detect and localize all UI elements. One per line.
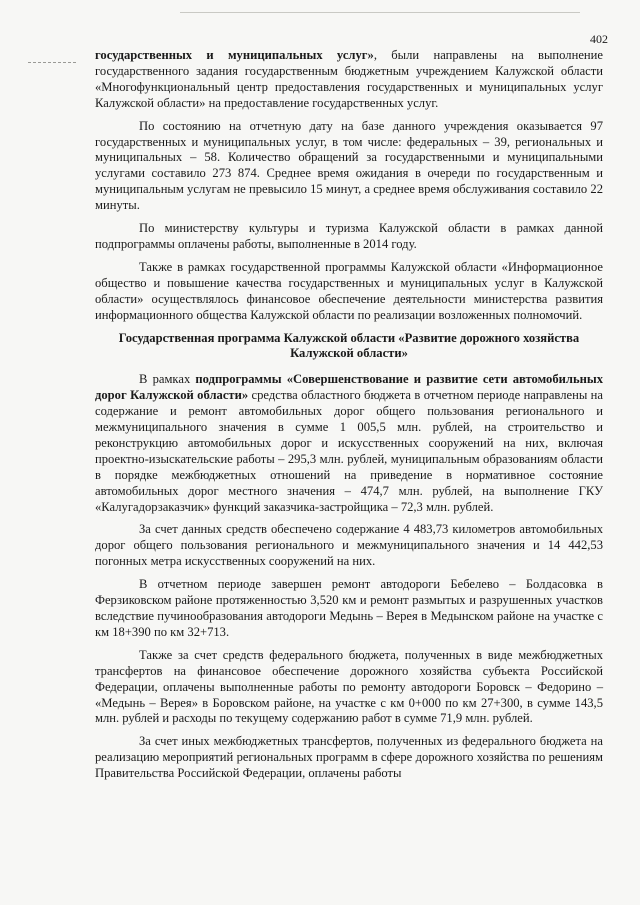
paragraph-7: В отчетном периоде завершен ремонт автодороги Бебелево – Болдасовка в Ферзиковском районе протяженностью 3,520 км и ремонт размытых и разрушенных участков вследствие пучинообразования автодороги Медынь – Верея в Медынском районе на участке с км 18+390 по км 32+713. (95, 577, 603, 639)
scan-margin-mark (28, 62, 76, 64)
paragraph-9: За счет иных межбюджетных трансфертов, полученных из федерального бюджета на реализацию мероприятий региональных программ в сфере дорожного хозяйства по решениям Правительства Российской Федерации, оплачены работы (95, 734, 603, 781)
paragraph-8: Также за счет средств федерального бюджета, полученных в виде межбюджетных трансфертов на финансовое обеспечение дорожного хозяйства субъекта Российской Федерации, оплачены выполненные работы по ремонту автодороги Боровск – Федорино – «Медынь – Верея» в Боровском районе, на участке с км 0+000 по км 27+300, в сумме 143,5 млн. рублей и расходы по текущему содержанию работ в сумме 71,9 млн. рублей. (95, 647, 603, 726)
paragraph-5-start: В рамках (139, 372, 196, 387)
paragraph-3: По министерству культуры и туризма Калужской области в рамках данной подпрограммы оплачены работы, выполненные в 2014 году. (95, 221, 603, 251)
page-number: 402 (590, 32, 608, 46)
paragraph-1-text: , были направлены на выполнение государственного задания государственным бюджетным учреждением Калужской области «Многофункциональный центр предоставления государственных и муниципальных услуг Калужской области» на предоставление государственных услуг. (95, 48, 603, 110)
document-body (95, 48, 603, 789)
paragraph-2: По состоянию на отчетную дату на базе данного учреждения оказывается 97 государственных и муниципальных услуг, в том числе: федеральных – 39, региональных и муниципальных – 58. Количество обращений за государственными и муниципальными услугами составило 273 874. Среднее время ожидания в очереди по государственным и муниципальным услугам не превысило 15 минут, а среднее время обслуживания составило 22 минуты. (95, 118, 603, 213)
paragraph-1-bold: государственных и муниципальных услуг» (95, 48, 374, 62)
paragraph-6: За счет данных средств обеспечено содержание 4 483,73 километров автомобильных дорог общего пользования регионального и межмуниципального значения и 14 442,53 погонных метра искусственных сооружений на них. (95, 522, 603, 569)
paragraph-5-bold: подпрограммы «Совершенствование и развитие сети автомобильных дорог Калужской области» (95, 372, 603, 403)
section-heading: Государственная программа Калужской области «Развитие дорожного хозяйства Калужской области» (118, 330, 580, 361)
scan-edge-line (180, 12, 580, 13)
paragraph-5 (95, 372, 603, 515)
paragraph-1 (95, 48, 603, 112)
paragraph-4: Также в рамках государственной программы Калужской области «Информационное общество и повышение качества государственных и муниципальных услуг в Калужской области» осуществлялось финансовое обеспечение деятельности министерства развития информационного общества Калужской области по реализации возложенных полномочий. (95, 259, 603, 322)
paragraph-5-text: средства областного бюджета в отчетном периоде направлены на содержание и ремонт автомобильных дорог общего пользования регионального и межмуниципального значения в сумме 1 005,5 млн. рублей, на строительство и реконструкцию автомобильных дорог и искусственных сооружений на них, включая проектно-изыскательские работы – 295,3 млн. рублей, муниципальным образованиям области в порядке межбюджетных отношений на приведение в нормативное состояние автомобильных дорог местного значения – 474,7 млн. рублей, на выполнение ГКУ «Калугадорзаказчик» функций заказчика-застройщика – 72,3 млн. рублей. (95, 388, 603, 514)
